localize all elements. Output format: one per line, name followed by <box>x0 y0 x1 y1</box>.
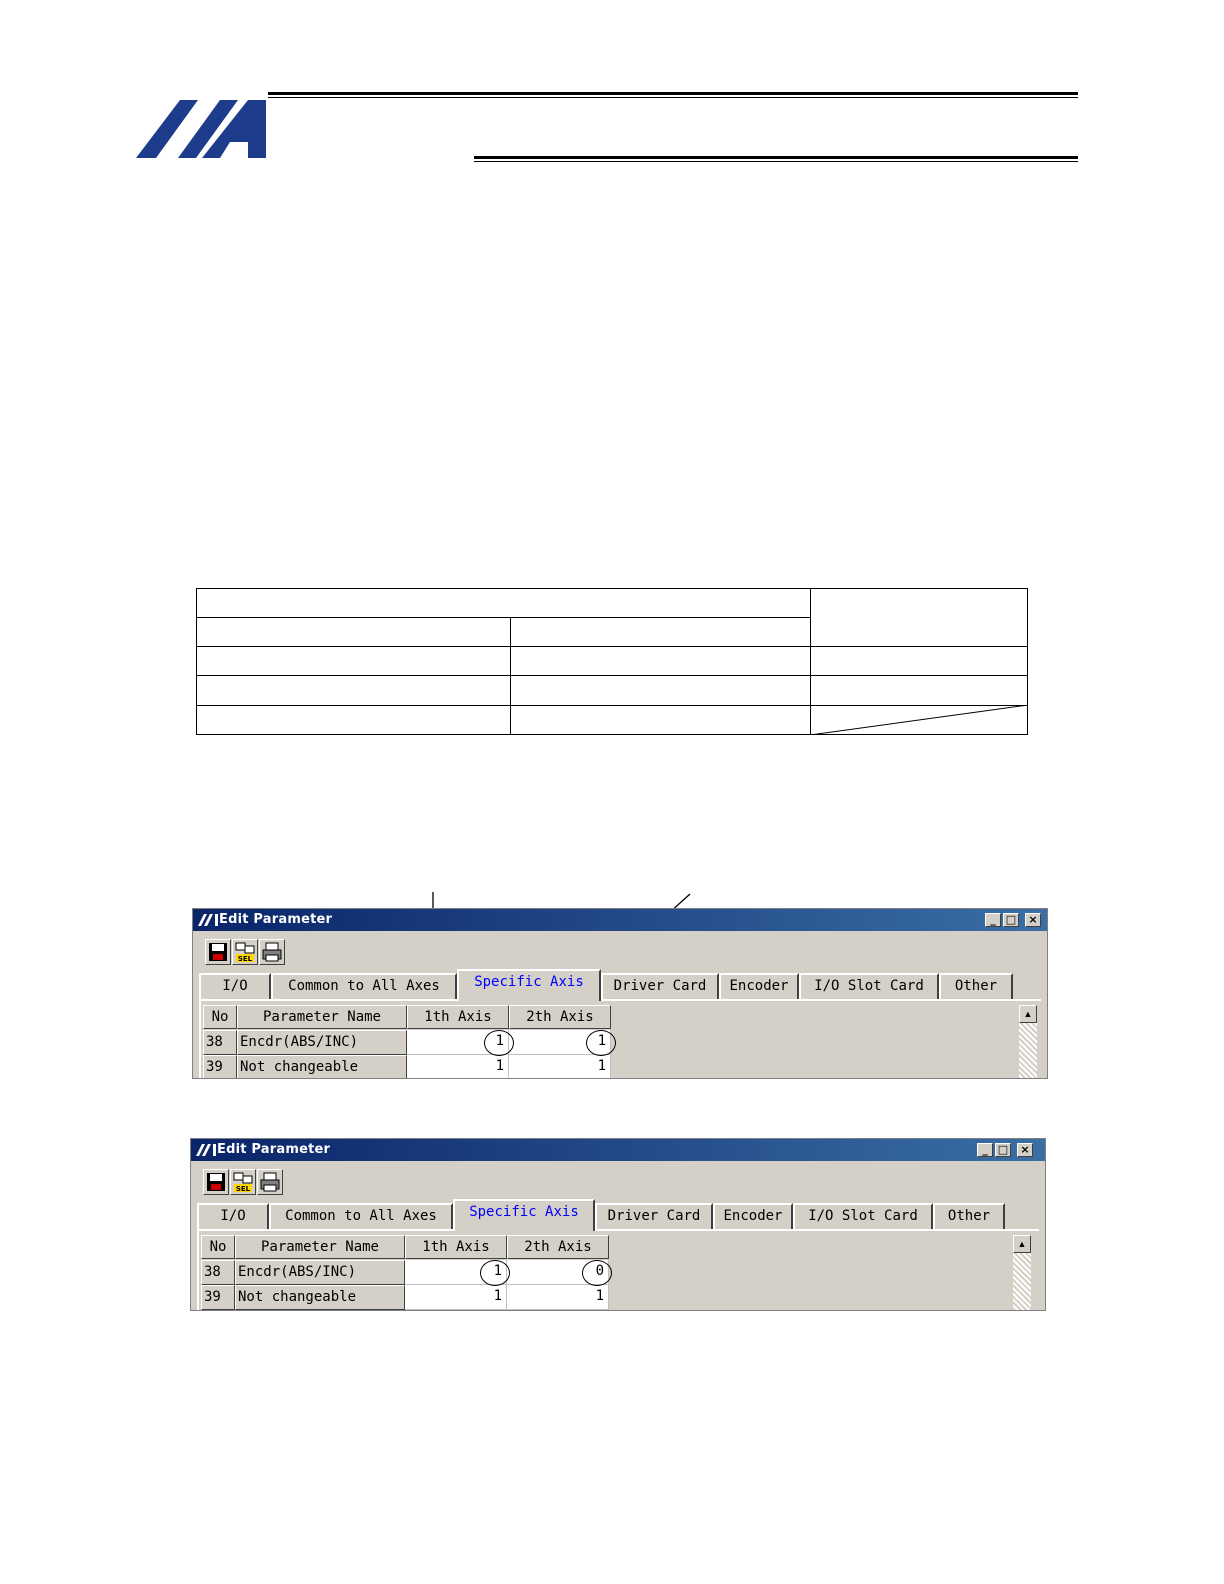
tab-io[interactable]: I/O <box>199 973 271 999</box>
printer-icon <box>258 1170 282 1194</box>
row-38-axis-1-value[interactable]: 1 <box>407 1030 509 1055</box>
row-39-axis-2-value[interactable]: 1 <box>507 1285 609 1310</box>
save-button[interactable] <box>205 939 231 965</box>
app-logo-icon <box>196 1144 216 1156</box>
floppy-disk-icon <box>206 940 230 964</box>
row-parameter-name: Encdr(ABS/INC) <box>237 1030 407 1055</box>
header-rule-bottom-thick <box>474 156 1078 159</box>
print-button[interactable] <box>257 1169 283 1195</box>
column-header-axis-2[interactable]: 2th Axis <box>507 1235 609 1259</box>
column-header-axis-1[interactable]: 1th Axis <box>405 1235 507 1259</box>
highlight-circle <box>582 1260 612 1286</box>
column-header-axis-2[interactable]: 2th Axis <box>509 1005 611 1029</box>
close-button[interactable]: × <box>1025 913 1041 927</box>
row-parameter-name: Not changeable <box>235 1285 405 1310</box>
tab-io[interactable]: I/O <box>197 1203 269 1229</box>
row-no-cell: 38 <box>203 1030 237 1055</box>
table-diagonal-line <box>810 705 1028 735</box>
window-title: Edit Parameter <box>217 1142 331 1157</box>
select-button[interactable] <box>232 939 258 965</box>
floppy-disk-icon <box>204 1170 228 1194</box>
close-button[interactable]: × <box>1017 1143 1033 1157</box>
highlight-circle <box>586 1030 616 1056</box>
minimize-button[interactable]: _ <box>977 1143 993 1157</box>
scroll-up-arrow-icon[interactable]: ▲ <box>1013 1235 1031 1253</box>
scroll-up-arrow-icon[interactable]: ▲ <box>1019 1005 1037 1023</box>
row-38-axis-2-value[interactable]: 1 <box>509 1030 611 1055</box>
table-border-top <box>196 588 1028 589</box>
table-row-line <box>196 617 810 618</box>
column-header-no: No <box>203 1005 237 1029</box>
row-39-axis-1-value[interactable]: 1 <box>407 1055 509 1079</box>
tab-driver-card[interactable]: Driver Card <box>601 973 719 999</box>
sel-icon <box>233 940 257 964</box>
highlight-circle <box>484 1030 514 1056</box>
row-no-cell: 38 <box>201 1260 235 1285</box>
maximize-button[interactable]: □ <box>1003 913 1019 927</box>
tab-other[interactable]: Other <box>939 973 1013 999</box>
row-38-axis-2-value[interactable]: 0 <box>507 1260 609 1285</box>
printer-icon <box>260 940 284 964</box>
header-rule-top-thin <box>268 97 1078 98</box>
edit-parameter-window-1 <box>192 908 1048 1079</box>
table-row-line <box>196 646 1028 647</box>
iai-logo <box>136 100 266 158</box>
select-button[interactable] <box>230 1169 256 1195</box>
print-button[interactable] <box>259 939 285 965</box>
row-no-cell: 39 <box>203 1055 237 1079</box>
row-39-axis-2-value[interactable]: 1 <box>509 1055 611 1079</box>
edit-parameter-window-2 <box>190 1138 1046 1311</box>
maximize-button[interactable]: □ <box>995 1143 1011 1157</box>
tab-specific-axis[interactable]: Specific Axis <box>457 969 601 1001</box>
sel-label: SEL <box>237 955 253 963</box>
tab-common-to-all-axes[interactable]: Common to All Axes <box>269 1203 453 1229</box>
title-bar <box>193 909 1047 931</box>
minimize-button[interactable]: _ <box>985 913 1001 927</box>
row-parameter-name: Not changeable <box>237 1055 407 1079</box>
tab-io-slot-card[interactable]: I/O Slot Card <box>793 1203 933 1229</box>
tab-common-to-all-axes[interactable]: Common to All Axes <box>271 973 457 999</box>
vertical-scrollbar[interactable] <box>1019 1005 1037 1079</box>
row-parameter-name: Encdr(ABS/INC) <box>235 1260 405 1285</box>
app-logo-icon <box>198 914 218 926</box>
blank-table <box>196 588 1028 735</box>
tab-specific-axis[interactable]: Specific Axis <box>453 1199 595 1231</box>
tab-io-slot-card[interactable]: I/O Slot Card <box>799 973 939 999</box>
table-border-left <box>196 588 197 735</box>
column-header-parameter-name: Parameter Name <box>235 1235 405 1259</box>
window-title: Edit Parameter <box>219 912 333 927</box>
column-header-axis-1[interactable]: 1th Axis <box>407 1005 509 1029</box>
vertical-scrollbar[interactable] <box>1013 1235 1031 1311</box>
save-button[interactable] <box>203 1169 229 1195</box>
title-bar <box>191 1139 1045 1161</box>
row-38-axis-1-value[interactable]: 1 <box>405 1260 507 1285</box>
tab-encoder[interactable]: Encoder <box>719 973 799 999</box>
sel-label: SEL <box>235 1185 251 1193</box>
header-rule-bottom-thin <box>474 161 1078 162</box>
column-header-no: No <box>201 1235 235 1259</box>
table-row-line <box>196 675 1028 676</box>
table-col-line <box>510 617 511 735</box>
header-rule-top-thick <box>268 92 1078 95</box>
column-header-parameter-name: Parameter Name <box>237 1005 407 1029</box>
highlight-circle <box>480 1260 510 1286</box>
tab-driver-card[interactable]: Driver Card <box>595 1203 713 1229</box>
tab-other[interactable]: Other <box>933 1203 1005 1229</box>
sel-icon <box>231 1170 255 1194</box>
tab-encoder[interactable]: Encoder <box>713 1203 793 1229</box>
row-no-cell: 39 <box>201 1285 235 1310</box>
row-39-axis-1-value[interactable]: 1 <box>405 1285 507 1310</box>
